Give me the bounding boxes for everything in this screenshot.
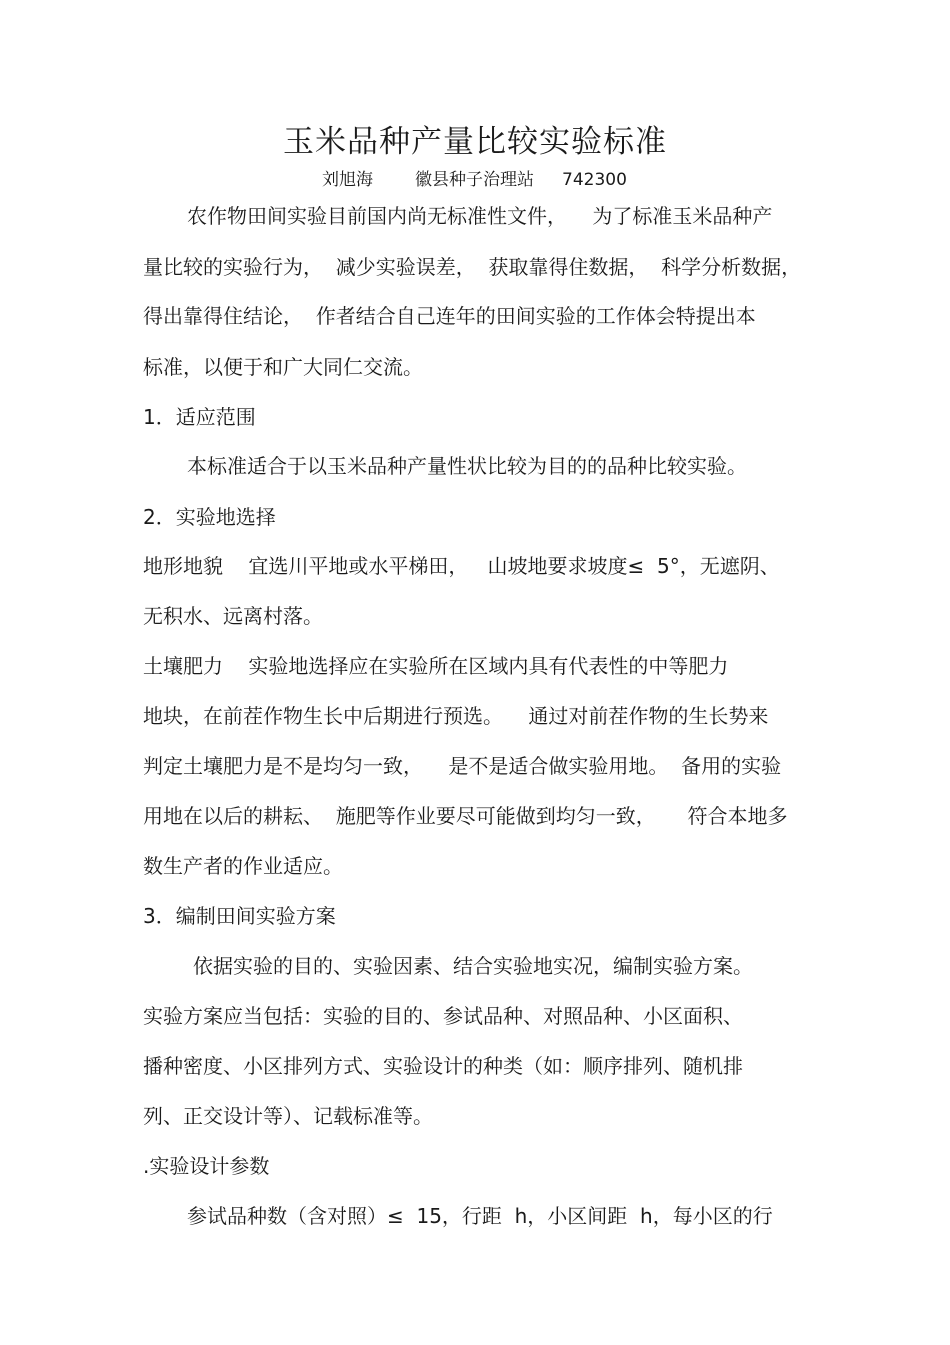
- paragraph-line: 标准，以便于和广大同仁交流。: [143, 355, 423, 379]
- author-byline: [322, 168, 627, 192]
- section-heading: 1．适应范围: [143, 405, 256, 429]
- paragraph-line: 数生产者的作业适应。: [143, 854, 343, 878]
- paragraph-line: 判定土壤肥力是不是均匀一致， 是不是适合做实验用地。 备用的实验: [143, 754, 782, 778]
- author-name: 刘旭海: [322, 170, 373, 190]
- paragraph-line: 得出靠得住结论， 作者结合自己连年的田间实验的工作体会特提出本: [143, 304, 756, 328]
- document-title: 玉米品种产量比较实验标准: [283, 124, 667, 160]
- section-heading: .实验设计参数: [143, 1154, 270, 1178]
- paragraph-line: 播种密度、小区排列方式、实验设计的种类（如：顺序排列、随机排: [143, 1054, 743, 1078]
- paragraph-line: 实验方案应当包括：实验的目的、参试品种、对照品种、小区面积、: [143, 1004, 743, 1028]
- paragraph-line: 农作物田间实验目前国内尚无标准性文件， 为了标准玉米品种产: [187, 204, 773, 228]
- paragraph-line: 本标准适合于以玉米品种产量性状比较为目的的品种比较实验。: [187, 454, 747, 478]
- paragraph-line: 无积水、远离村落。: [143, 604, 323, 628]
- paragraph-line: 列、正交设计等）、记载标准等。: [143, 1104, 433, 1128]
- paragraph-line: 量比较的实验行为， 减少实验误差， 获取靠得住数据， 科学分析数据，: [143, 255, 802, 279]
- paragraph-line: 地块，在前茬作物生长中后期进行预选。 通过对前茬作物的生长势来: [143, 704, 769, 728]
- paragraph-line: 参试品种数（含对照）≤ 15，行距 h，小区间距 h，每小区的行: [187, 1204, 773, 1228]
- author-organization: 徽县种子治理站: [415, 170, 534, 190]
- paragraph-line: 用地在以后的耕耘、 施肥等作业要尽可能做到均匀一致， 符合本地多: [143, 804, 788, 828]
- paragraph-line: 依据实验的目的、实验因素、结合实验地实况，编制实验方案。: [193, 954, 753, 978]
- postal-code: 742300: [562, 170, 627, 190]
- section-heading: 2．实验地选择: [143, 505, 276, 529]
- paragraph-line: 土壤肥力 实验地选择应在实验所在区域内具有代表性的中等肥力: [143, 654, 729, 678]
- section-heading: 3．编制田间实验方案: [143, 904, 336, 928]
- paragraph-line: 地形地貌 宜选川平地或水平梯田， 山坡地要求坡度≤ 5°，无遮阴、: [143, 554, 780, 578]
